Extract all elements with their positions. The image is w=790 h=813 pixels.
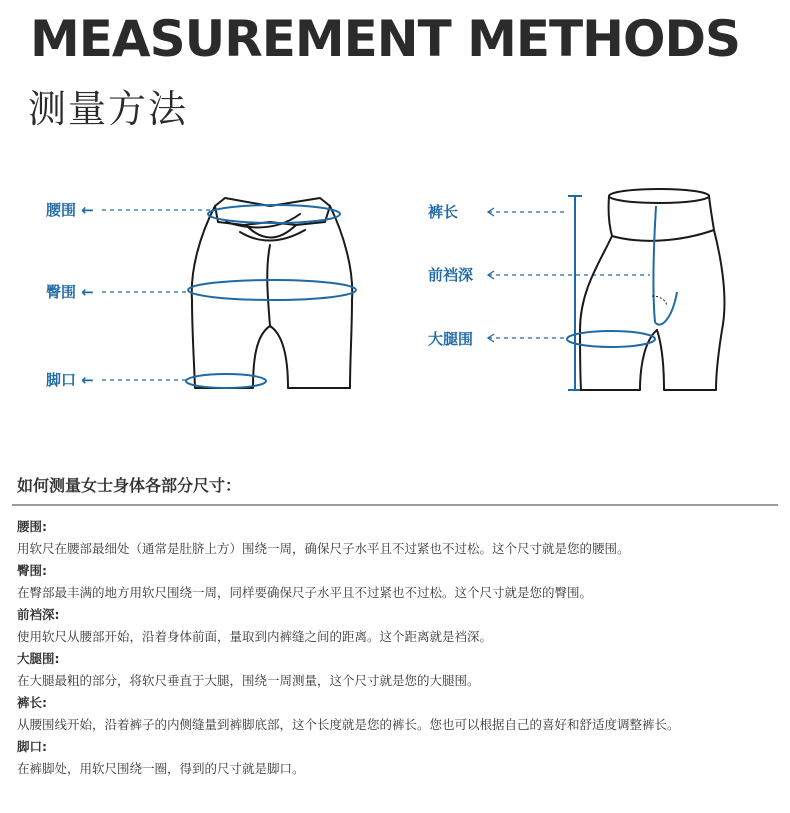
title-chinese: 测量方法 <box>28 87 189 131</box>
label-thigh: 大腿围 <box>428 330 474 348</box>
label-rise: 前裆深 <box>428 266 474 284</box>
divider <box>12 504 778 506</box>
item-name: 前裆深: <box>17 607 60 622</box>
label-hip: 臀围 ← <box>46 283 94 301</box>
item-name: 脚口: <box>17 739 47 754</box>
section-title: 如何测量女士身体各部分尺寸： <box>17 476 242 495</box>
label-leg-opening: 脚口 ← <box>46 371 94 389</box>
rise-measure-line <box>653 206 677 325</box>
item-desc: 在裤脚处，用软尺围绕一圈，得到的尺寸就是脚口。 <box>17 761 305 776</box>
label-length: 裤长 <box>428 203 459 221</box>
measurement-list <box>17 516 782 780</box>
title-english: MEASUREMENT METHODS <box>30 10 741 68</box>
item-desc: 使用软尺从腰部开始，沿着身体前面，量取到内裤缝之间的距离。这个距离就是裆深。 <box>17 629 493 644</box>
item-name: 大腿围: <box>17 651 60 666</box>
label-waist: 腰围 ← <box>46 201 94 219</box>
item-desc: 在臀部最丰满的地方用软尺围绕一周，同样要确保尺子水平且不过紧也不过松。这个尺寸就是您的臀围。 <box>17 585 593 600</box>
item-name: 裤长: <box>17 695 47 710</box>
item-desc: 在大腿最粗的部分，将软尺垂直于大腿，围绕一周测量，这个尺寸就是您的大腿围。 <box>17 673 480 688</box>
item-desc: 用软尺在腰部最细处（通常是肚脐上方）围绕一周，确保尺子水平且不过紧也不过松。这个尺寸就是您的腰围。 <box>17 541 630 556</box>
item-desc: 从腰围线开始，沿着裤子的内侧缝量到裤脚底部，这个长度就是您的裤长。您也可以根据自己的喜好和舒适度调整裤长。 <box>17 717 680 732</box>
item-name: 腰围: <box>17 519 47 534</box>
item-name: 臀围: <box>17 563 47 578</box>
